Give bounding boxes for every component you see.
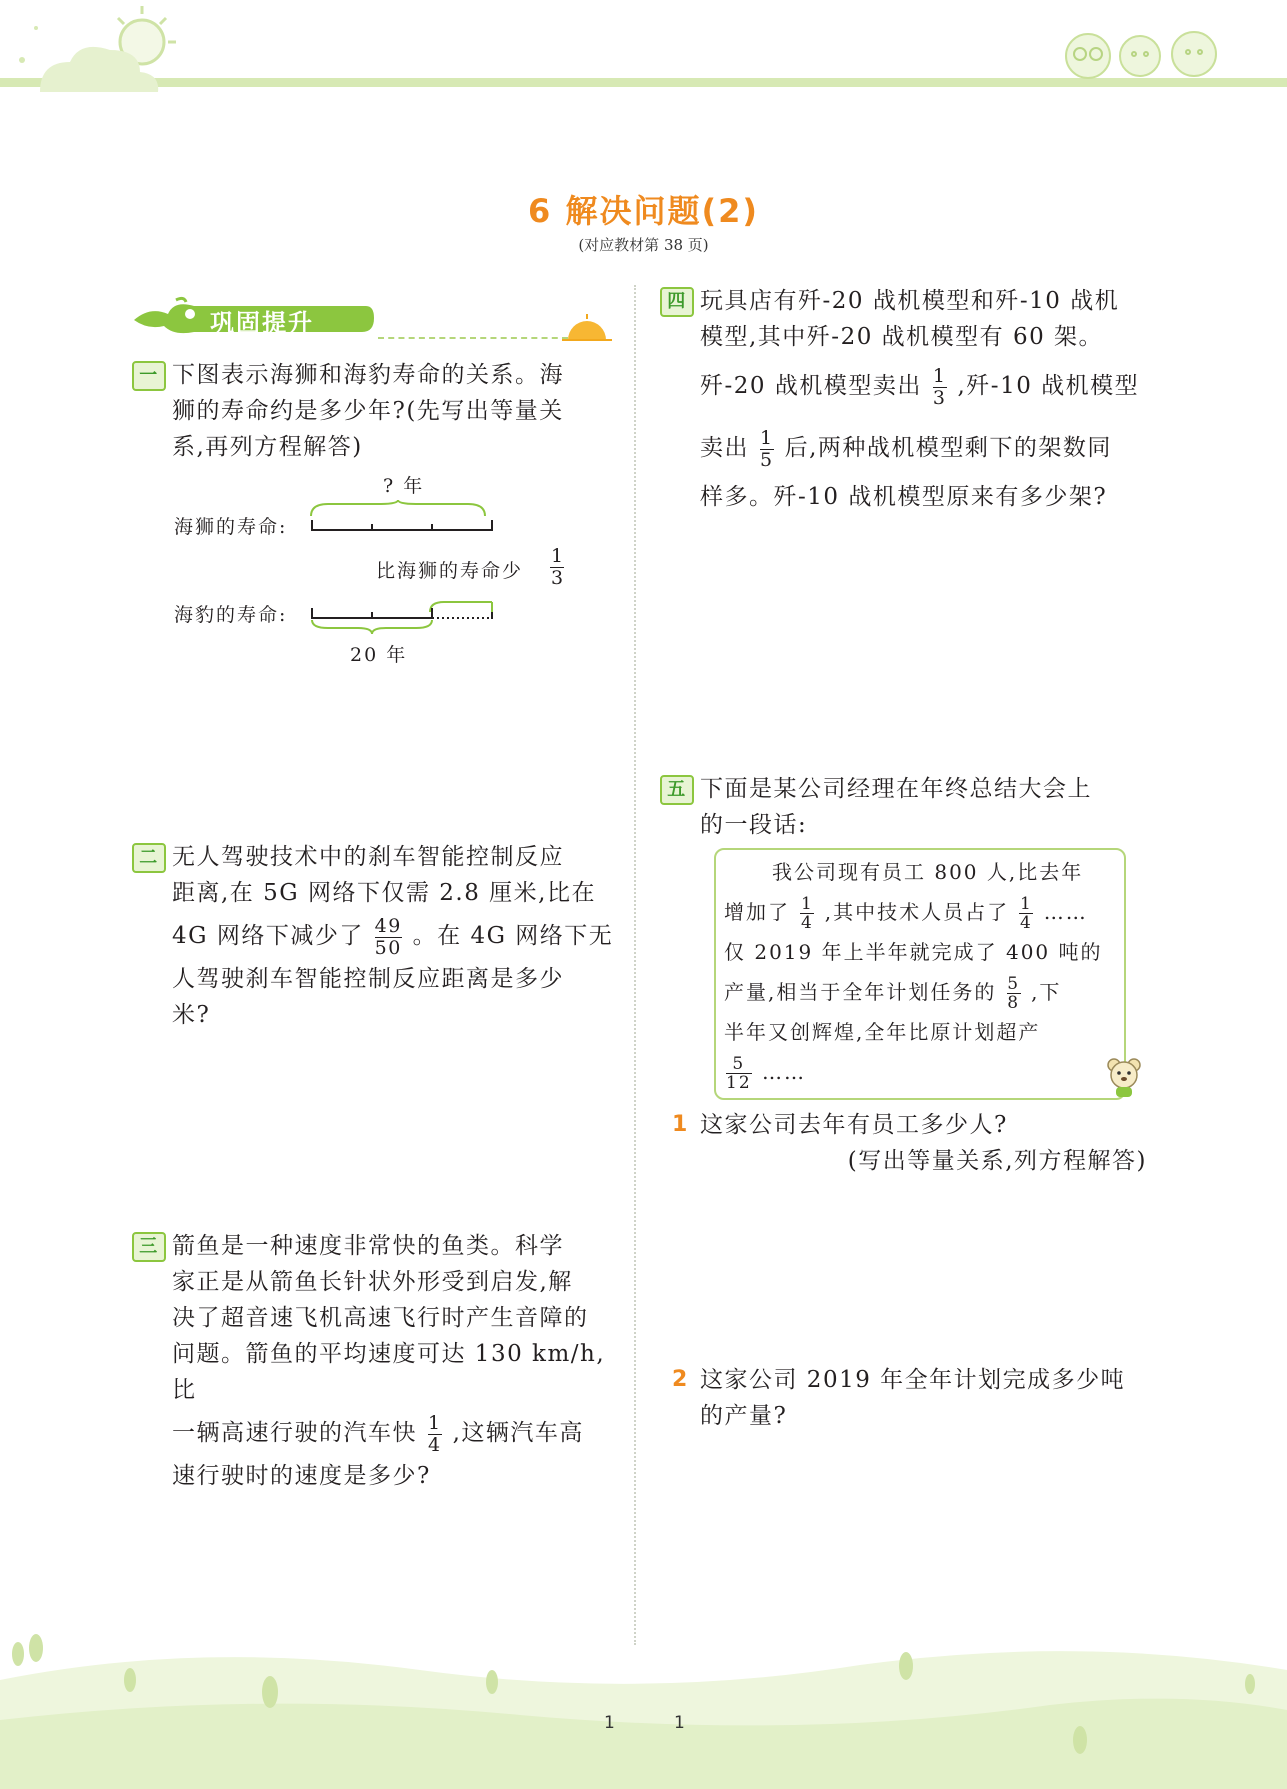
diagram-fraction: [550, 546, 564, 589]
sealion-bar: [308, 500, 498, 534]
subquestion-text: 的产量?: [700, 1403, 788, 1429]
fraction-denominator: 50: [374, 936, 402, 959]
speech-line: 我公司现有员工 800 人,比去年: [772, 860, 1084, 884]
question-text-line: [172, 1408, 617, 1458]
question-badge: 四: [660, 287, 694, 317]
fraction-numerator: 1: [760, 426, 774, 449]
speech-line: [724, 892, 1116, 932]
text-fragment: 4G 网络下减少了: [172, 923, 364, 949]
question-text-line: 问题。箭鱼的平均速度可达 130 km/h,比: [172, 1341, 606, 1403]
text-fragment: 。在 4G 网络下无: [412, 923, 614, 949]
text-fragment: 歼-20 战机模型卖出: [700, 373, 922, 399]
fraction: [428, 1413, 442, 1456]
question-text-line: 无人驾驶技术中的刹车智能控制反应: [172, 844, 564, 870]
page-number-right: 1: [674, 1713, 685, 1733]
text-fragment: ,这辆汽车高: [452, 1420, 584, 1446]
question-text-line: [700, 417, 1145, 479]
question-badge: 二: [132, 843, 166, 873]
question-text-line: 决了超音速飞机高速飞行时产生音障的: [172, 1305, 589, 1331]
fraction-numerator: 1: [800, 894, 814, 914]
fraction-denominator: 4: [1020, 913, 1033, 933]
question-4: [660, 283, 1145, 515]
section-label: 巩固提升: [210, 309, 314, 337]
question-3: [132, 1228, 617, 1494]
subquestion-1: [672, 1107, 1147, 1179]
fraction-denominator: 3: [932, 386, 947, 409]
question-text-line: 人驾驶刹车智能控制反应距离是多少: [172, 966, 564, 992]
question-badge: 一: [132, 361, 166, 391]
question-text-line: 下图表示海狮和海豹寿命的关系。海: [172, 362, 564, 388]
fraction-numerator: 49: [374, 914, 402, 937]
question-text-line: 模型,其中歼-20 战机模型有 60 架。: [700, 324, 1104, 350]
question-badge: 五: [660, 775, 694, 805]
text-fragment: 增加了: [724, 900, 790, 924]
fraction-numerator: 1: [1020, 894, 1033, 914]
fraction-numerator: 1: [932, 364, 947, 387]
question-text-line: 狮的寿命约是多少年?(先写出等量关: [172, 398, 564, 424]
page-subtitle: (对应教材第 38 页): [578, 236, 709, 254]
subquestion-text: 这家公司去年有员工多少人?: [700, 1112, 1008, 1138]
text-fragment: ,下: [1031, 980, 1062, 1004]
fraction-numerator: 5: [1007, 974, 1021, 994]
text-fragment: ……: [762, 1060, 806, 1084]
fraction-numerator: 1: [550, 545, 564, 567]
fraction: [1019, 895, 1033, 932]
question-text-line: 箭鱼是一种速度非常快的鱼类。科学: [172, 1233, 564, 1259]
speech-line: [724, 972, 1116, 1012]
subquestion-number: 2: [672, 1367, 689, 1392]
fraction: [375, 916, 402, 959]
speech-line: [724, 1052, 1116, 1092]
text-fragment: 卖出: [700, 435, 749, 461]
fraction-denominator: 4: [800, 913, 814, 933]
fraction-denominator: 8: [1007, 993, 1021, 1013]
question-text-line: [172, 911, 617, 961]
text-fragment: 一辆高速行驶的汽车快: [172, 1420, 417, 1446]
text-fragment: ……: [1043, 900, 1088, 924]
fraction: [800, 895, 814, 932]
question-2: [132, 839, 617, 1033]
text-fragment: ,其中技术人员占了: [824, 900, 1010, 924]
fraction-numerator: 5: [732, 1054, 746, 1074]
question-text-line: [700, 355, 1145, 417]
question-text-line: 米?: [172, 1002, 211, 1028]
fraction-denominator: 5: [760, 448, 774, 471]
text-fragment: ,歼-10 战机模型: [957, 373, 1140, 399]
subquestion-text: 这家公司 2019 年全年计划完成多少吨: [700, 1367, 1126, 1393]
diagram-seal-value: 20 年: [350, 644, 408, 666]
bear-icon: [1104, 1055, 1144, 1099]
question-text-line: 家正是从箭鱼长针状外形受到启发,解: [172, 1269, 573, 1295]
speech-text: [724, 852, 1116, 1092]
diagram-sealion-label: 海狮的寿命:: [174, 516, 288, 538]
page-number-left: 1: [604, 1713, 615, 1733]
question-text-line: 下面是某公司经理在年终总结大会上: [700, 776, 1092, 802]
diagram-question-label: ? 年: [383, 475, 425, 497]
diagram-seal-label: 海豹的寿命:: [174, 604, 288, 626]
fraction: [726, 1055, 752, 1092]
subquestion-2: [672, 1362, 1147, 1434]
text-fragment: 产量,相当于全年计划任务的: [724, 980, 997, 1004]
question-text-line: 距离,在 5G 网络下仅需 2.8 厘米,比在: [172, 880, 596, 906]
fraction: [933, 366, 947, 409]
question-5: [660, 771, 1145, 843]
subquestion-number: 1: [672, 1112, 689, 1137]
question-1: [132, 357, 617, 465]
text-fragment: 后,两种战机模型剩下的架数同: [784, 435, 1112, 461]
speech-line: 半年又创辉煌,全年比原计划超产: [724, 1020, 1041, 1044]
question-badge: 三: [132, 1232, 166, 1262]
column-divider: [634, 285, 636, 1645]
question-text-line: 系,再列方程解答): [172, 434, 363, 460]
question-text-line: 玩具店有歼-20 战机模型和歼-10 战机: [700, 288, 1120, 314]
sun-cloud-decoration: [0, 0, 220, 110]
question-text-line: 的一段话:: [700, 812, 808, 838]
animal-friends-decoration: [1058, 20, 1258, 82]
subquestion-note: (写出等量关系,列方程解答): [847, 1148, 1147, 1174]
fraction-denominator: 3: [550, 567, 564, 589]
section-dash-line: [378, 337, 568, 339]
page-title: 6 解决问题(2): [528, 192, 759, 230]
footer-landscape: [0, 1610, 1287, 1789]
question-text-line: 样多。歼-10 战机模型原来有多少架?: [700, 484, 1108, 510]
diagram-less-text: 比海狮的寿命少: [376, 560, 524, 582]
fraction-denominator: 12: [726, 1073, 752, 1093]
sunset-icon: [562, 312, 612, 344]
fraction-numerator: 1: [428, 1411, 442, 1434]
question-text-line: 速行驶时的速度是多少?: [172, 1463, 431, 1489]
speech-line: 仅 2019 年上半年就完成了 400 吨的: [724, 940, 1103, 964]
fraction-denominator: 4: [428, 1433, 442, 1456]
fraction: [760, 428, 774, 471]
fraction: [1007, 975, 1021, 1012]
title-block: [0, 186, 1287, 255]
seal-bar: [308, 596, 498, 636]
